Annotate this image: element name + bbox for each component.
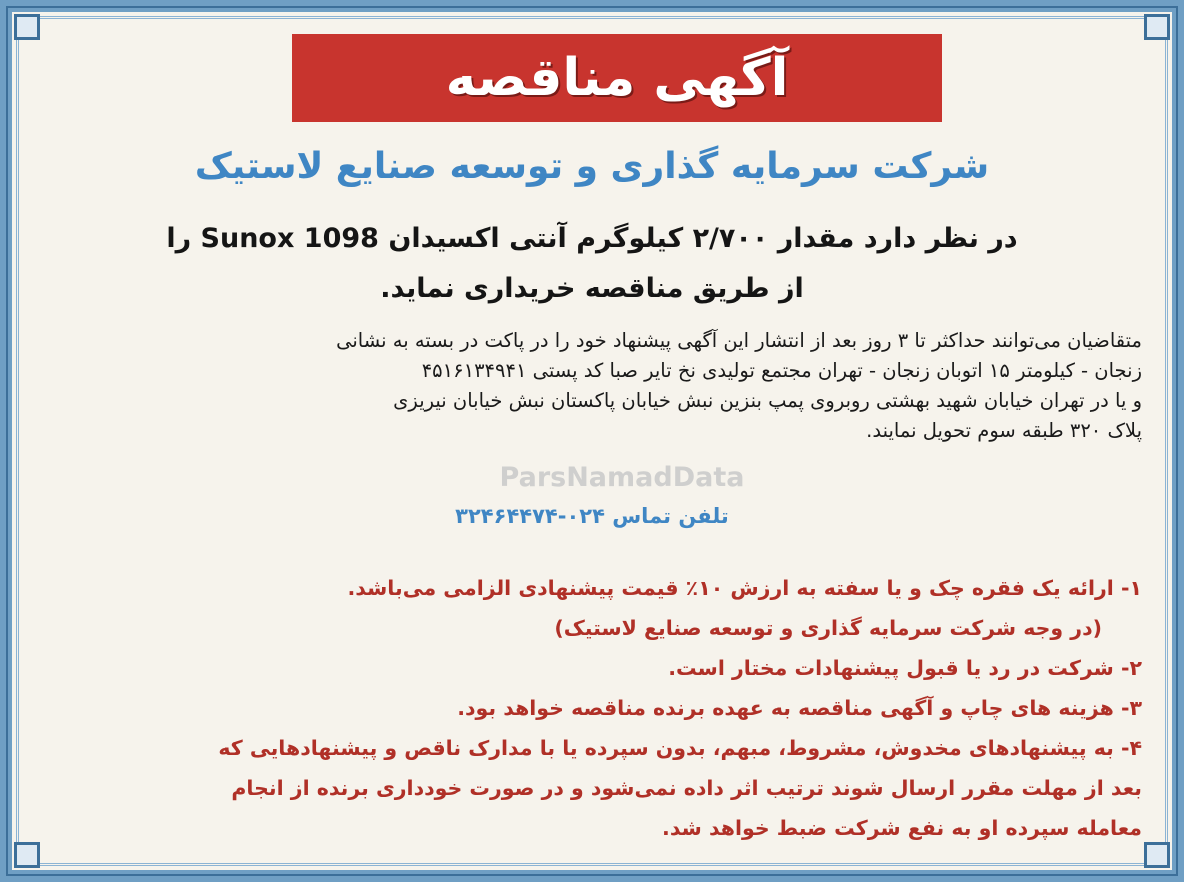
contact-label: تلفن تماس xyxy=(612,504,729,528)
watermark-text: ParsNamadData xyxy=(499,462,745,493)
condition-item: بعد از مهلت مقرر ارسال شوند ترتیب اثر داده نمی‌شود و در صورت خودداری برنده از انجام xyxy=(231,776,1142,800)
condition-item: (در وجه شرکت سرمایه گذاری و توسعه صنایع لاستیک) xyxy=(554,616,1102,640)
contact-phone xyxy=(42,504,1142,528)
body-line: متقاضیان می‌توانند حداکثر تا ۳ روز بعد از انتشار این آگهی پیشنهاد خود را در پاکت در بسته به نشانی xyxy=(336,329,1142,352)
submission-instructions xyxy=(42,326,1142,446)
condition-item: ۳- هزینه های چاپ و آگهی مناقصه به عهده برنده مناقصه خواهد بود. xyxy=(457,696,1142,720)
condition-item: معامله سپرده او به نفع شرکت ضبط خواهد شد. xyxy=(662,816,1142,840)
frame-corner-ornament xyxy=(14,842,40,868)
frame-corner-ornament xyxy=(1144,14,1170,40)
condition-item: ۱- ارائه یک فقره چک و یا سفته به ارزش ۱۰٪ قیمت پیشنهادی الزامی می‌باشد. xyxy=(347,576,1142,600)
tender-conditions xyxy=(42,568,1142,848)
contact-number: ۰۲۴-۳۲۴۶۴۴۷۴ xyxy=(455,504,605,528)
tender-title-banner: آگهی مناقصه xyxy=(292,34,942,122)
body-line: و یا در تهران خیابان شهید بهشتی روبروی پمپ بنزین نبش خیابان پاکستان نبش خیابان نیریزی xyxy=(393,389,1142,412)
intro-line: از طریق مناقصه خریداری نماید. xyxy=(380,273,804,304)
intro-line: در نظر دارد مقدار ۲/۷۰۰ کیلوگرم آنتی اکسیدان Sunox 1098 را xyxy=(166,223,1018,254)
condition-item: ۲- شرکت در رد یا قبول پیشنهادات مختار است. xyxy=(668,656,1142,680)
condition-item: ۴- به پیشنهادهای مخدوش، مشروط، مبهم، بدون سپرده یا با مدارک ناقص و پیشنهادهایی که xyxy=(218,736,1142,760)
ad-content xyxy=(42,34,1142,852)
tender-intro xyxy=(42,214,1142,314)
company-name: شرکت سرمایه گذاری و توسعه صنایع لاستیک xyxy=(194,146,990,187)
frame-corner-ornament xyxy=(14,14,40,40)
body-line: پلاک ۳۲۰ طبقه سوم تحویل نمایند. xyxy=(866,419,1142,442)
body-line: زنجان - کیلومتر ۱۵ اتوبان زنجان - تهران مجتمع تولیدی نخ تایر صبا کد پستی ۴۵۱۶۱۳۴۹۴۱ xyxy=(421,359,1142,382)
frame-corner-ornament xyxy=(1144,842,1170,868)
